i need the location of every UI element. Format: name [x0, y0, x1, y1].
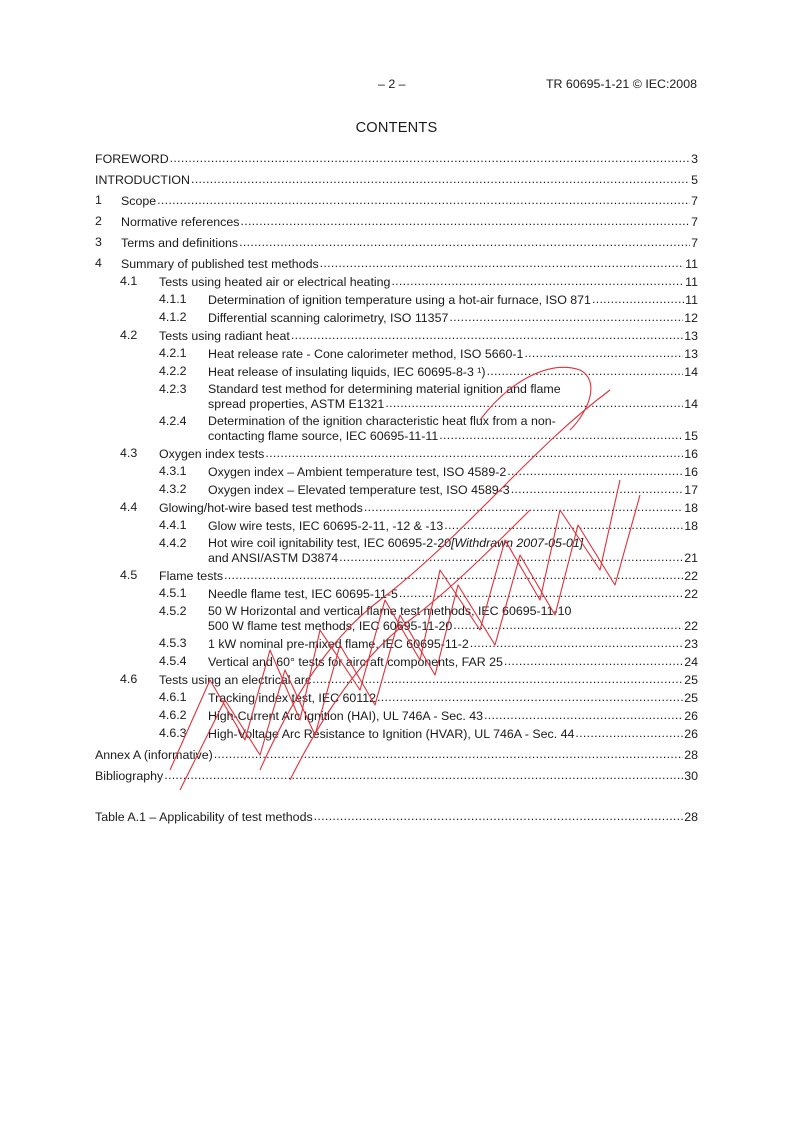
dot-leader [524, 346, 683, 361]
dot-leader [339, 550, 683, 565]
toc-entry-number: 4.5 [120, 568, 138, 582]
toc-entry-number: 4.3.1 [159, 464, 187, 478]
dot-leader [157, 193, 690, 208]
toc-entry[interactable] [95, 382, 698, 411]
table-of-contents [95, 151, 698, 824]
toc-entry[interactable] [95, 310, 698, 325]
dot-leader [391, 274, 684, 289]
toc-entry-title: Oxygen index tests [159, 447, 265, 461]
toc-entry-title: Normative references [121, 215, 240, 229]
toc-entry-page: 22 [684, 569, 698, 583]
toc-entry-number: 4.5.4 [159, 654, 187, 668]
dot-leader [504, 654, 683, 669]
dot-leader [487, 364, 684, 379]
toc-entry[interactable] [95, 518, 698, 533]
toc-entry-page: 14 [684, 365, 698, 379]
toc-entry-title: Table A.1 – Applicability of test methods [95, 810, 313, 824]
toc-entry[interactable] [95, 654, 698, 669]
dot-leader [377, 690, 683, 705]
toc-entry-note: [Withdrawn 2007-05-01] [451, 536, 584, 550]
toc-entry-page: 16 [684, 447, 698, 461]
dot-leader [239, 235, 690, 250]
toc-entry-page: 18 [684, 501, 698, 515]
toc-entry-page: 12 [684, 311, 698, 325]
toc-entry-title: Tests using an electrical arc [159, 673, 312, 687]
toc-entry-page: 28 [684, 810, 698, 824]
toc-entry-page: 18 [684, 519, 698, 533]
toc-entry-number: 4.6 [120, 672, 138, 686]
toc-entry-page: 7 [691, 236, 698, 250]
toc-entry-number: 4.1 [120, 274, 138, 288]
toc-entry-title: Vertical and 60° tests for aircraft components, FAR 25 [208, 655, 503, 669]
dot-leader [265, 446, 683, 461]
dot-leader [214, 747, 683, 762]
toc-entry-page: 21 [684, 551, 698, 565]
toc-entry[interactable] [95, 708, 698, 723]
toc-entry-number: 4.4.1 [159, 518, 187, 532]
toc-entry-number: 4.3 [120, 446, 138, 460]
dot-leader [312, 672, 683, 687]
toc-entry-page: 7 [691, 194, 698, 208]
dot-leader [507, 464, 683, 479]
dot-leader [484, 708, 683, 723]
toc-entry[interactable] [95, 726, 698, 741]
toc-entry-page: 25 [684, 691, 698, 705]
dot-leader [164, 768, 683, 783]
toc-entry[interactable] [95, 256, 698, 271]
toc-entry-page: 26 [684, 709, 698, 723]
toc-entry-page: 11 [685, 293, 698, 307]
toc-entry[interactable] [95, 768, 698, 783]
dot-leader [399, 586, 683, 601]
toc-entry-title: Summary of published test methods [121, 257, 319, 271]
contents-title: CONTENTS [355, 120, 438, 136]
toc-entry-title: Heat release of insulating liquids, IEC 60695-8-3 ¹) [208, 365, 486, 379]
dot-leader [575, 726, 683, 741]
toc-entry-number: 2 [95, 214, 102, 228]
dot-leader [449, 310, 683, 325]
dot-leader [439, 428, 683, 443]
toc-entry-number: 4 [95, 256, 102, 270]
toc-entry-title: Oxygen index – Ambient temperature test, ISO 4589-2 [208, 465, 507, 479]
toc-entry-number: 4.2.2 [159, 364, 187, 378]
dot-leader [224, 568, 683, 583]
toc-entry[interactable] [95, 500, 698, 515]
section-spacer [95, 783, 698, 805]
toc-entry-page: 26 [684, 727, 698, 741]
toc-entry-page: 28 [684, 748, 698, 762]
toc-entry-title: Standard test method for determining material ignition and flame [208, 382, 561, 396]
toc-entry-title: Differential scanning calorimetry, ISO 11357 [208, 311, 449, 325]
toc-entry[interactable] [95, 482, 698, 497]
toc-entry[interactable] [95, 586, 698, 601]
toc-entry-title: Scope [121, 194, 157, 208]
toc-entry-number: 4.6.3 [159, 726, 187, 740]
toc-entry[interactable] [95, 636, 698, 651]
toc-entry-title: FOREWORD [95, 152, 169, 166]
toc-entry-page: 15 [684, 429, 698, 443]
toc-entry[interactable] [95, 604, 698, 633]
toc-entry-page: 5 [691, 173, 698, 187]
toc-entry[interactable] [95, 690, 698, 705]
toc-entry[interactable] [95, 274, 698, 289]
toc-entry-number: 4.6.1 [159, 690, 187, 704]
toc-entry[interactable] [95, 809, 698, 824]
toc-entry[interactable] [95, 672, 698, 687]
toc-entry-page: 11 [685, 257, 698, 271]
toc-entry-title: INTRODUCTION [95, 173, 190, 187]
toc-entry-number: 4.1.1 [159, 292, 187, 306]
toc-entry[interactable] [95, 364, 698, 379]
toc-entry-title: spread properties, ASTM E1321 [208, 397, 385, 411]
toc-entry-title: 50 W Horizontal and vertical flame test methods, IEC 60695-11-10 [208, 604, 572, 618]
document-identifier: TR 60695-1-21 © IEC:2008 [545, 77, 697, 91]
toc-entry[interactable] [95, 214, 698, 229]
page-header [0, 77, 793, 93]
toc-entry-title: Terms and definitions [121, 236, 239, 250]
toc-entry-page: 13 [684, 347, 698, 361]
toc-entry[interactable] [95, 235, 698, 250]
toc-entry-number: 4.2 [120, 328, 138, 342]
toc-entry-title: Glowing/hot-wire based test methods [159, 501, 363, 515]
toc-entry-page: 3 [691, 152, 698, 166]
toc-entry-page: 7 [691, 215, 698, 229]
toc-entry-title: Hot wire coil ignitability test, IEC 60695-2-20 [208, 536, 452, 550]
toc-entry[interactable] [95, 747, 698, 762]
dot-leader [314, 809, 684, 824]
toc-entry-title: 1 kW nominal pre-mixed flame, IEC 60695-11-2 [208, 637, 469, 651]
dot-leader [511, 482, 684, 497]
dot-leader [592, 292, 684, 307]
dot-leader [240, 214, 690, 229]
toc-entry-title: Determination of the ignition characteristic heat flux from a non- [208, 414, 556, 428]
toc-entry-number: 4.2.4 [159, 414, 187, 428]
toc-entry[interactable] [95, 414, 698, 443]
toc-entry-title: Determination of ignition temperature using a hot-air furnace, ISO 871 [208, 293, 591, 307]
toc-entry[interactable] [95, 568, 698, 583]
toc-entry-page: 22 [684, 587, 698, 601]
toc-entry-number: 4.4 [120, 500, 138, 514]
toc-entry[interactable] [95, 292, 698, 307]
toc-entry-title: Needle flame test, IEC 60695-11-5 [208, 587, 398, 601]
toc-entry-page: 30 [684, 769, 698, 783]
dot-leader [444, 518, 683, 533]
toc-entry[interactable] [95, 172, 698, 187]
dot-leader [453, 618, 683, 633]
toc-entry-page: 23 [684, 637, 698, 651]
toc-entry-title: Tests using heated air or electrical heating [159, 275, 391, 289]
toc-entry-title: High-Current Arc Ignition (HAI), UL 746A - Sec. 43 [208, 709, 484, 723]
toc-entry[interactable] [95, 464, 698, 479]
dot-leader [364, 500, 683, 515]
toc-entry-number: 4.5.3 [159, 636, 187, 650]
toc-entry[interactable] [95, 193, 698, 208]
toc-entry-number: 4.6.2 [159, 708, 187, 722]
toc-entry-title: Tests using radiant heat [159, 329, 290, 343]
dot-leader [470, 636, 683, 651]
toc-entry-page: 25 [684, 673, 698, 687]
dot-leader [191, 172, 690, 187]
dot-leader [320, 256, 684, 271]
toc-entry-page: 14 [684, 397, 698, 411]
toc-entry-page: 24 [684, 655, 698, 669]
toc-entry-title: Bibliography [95, 769, 164, 783]
toc-entry-number: 4.4.2 [159, 536, 187, 550]
toc-entry-number: 3 [95, 235, 102, 249]
toc-entry-number: 4.3.2 [159, 482, 187, 496]
toc-entry[interactable] [95, 446, 698, 461]
toc-entry[interactable] [95, 536, 698, 565]
toc-entry-title: Glow wire tests, IEC 60695-2-11, -12 & -13 [208, 519, 444, 533]
toc-entry-number: 4.2.3 [159, 382, 187, 396]
toc-entry-title: Annex A (informative) [95, 748, 213, 762]
toc-entry-number: 4.5.1 [159, 586, 187, 600]
toc-entry[interactable] [95, 328, 698, 343]
toc-entry-page: 13 [684, 329, 698, 343]
toc-entry-title: contacting flame source, IEC 60695-11-11 [208, 429, 439, 443]
toc-entry[interactable] [95, 346, 698, 361]
toc-entry-number: 4.2.1 [159, 346, 187, 360]
dot-leader [385, 396, 683, 411]
toc-entry-title: Tracking index test, IEC 60112 [208, 691, 377, 705]
toc-entry-page: 22 [684, 619, 698, 633]
toc-entry-page: 17 [684, 483, 698, 497]
toc-entry-title: and ANSI/ASTM D3874 [208, 551, 339, 565]
toc-entry-title: High-Voltage Arc Resistance to Ignition (HVAR), UL 746A - Sec. 44 [208, 727, 575, 741]
toc-entry-page: 11 [685, 275, 698, 289]
toc-entry-number: 1 [95, 193, 102, 207]
toc-entry-number: 4.5.2 [159, 604, 187, 618]
toc-entry-page: 16 [684, 465, 698, 479]
toc-entry-title: 500 W flame test methods, IEC 60695-11-20 [208, 619, 453, 633]
toc-entry-title: Oxygen index – Elevated temperature test, ISO 4589-3 [208, 483, 510, 497]
page-number: – 2 – [378, 77, 406, 91]
toc-entry-title: Heat release rate - Cone calorimeter method, ISO 5660-1 [208, 347, 524, 361]
toc-entry-number: 4.1.2 [159, 310, 187, 324]
dot-leader [291, 328, 683, 343]
toc-entry[interactable] [95, 151, 698, 166]
toc-entry-title: Flame tests [159, 569, 224, 583]
dot-leader [170, 151, 690, 166]
